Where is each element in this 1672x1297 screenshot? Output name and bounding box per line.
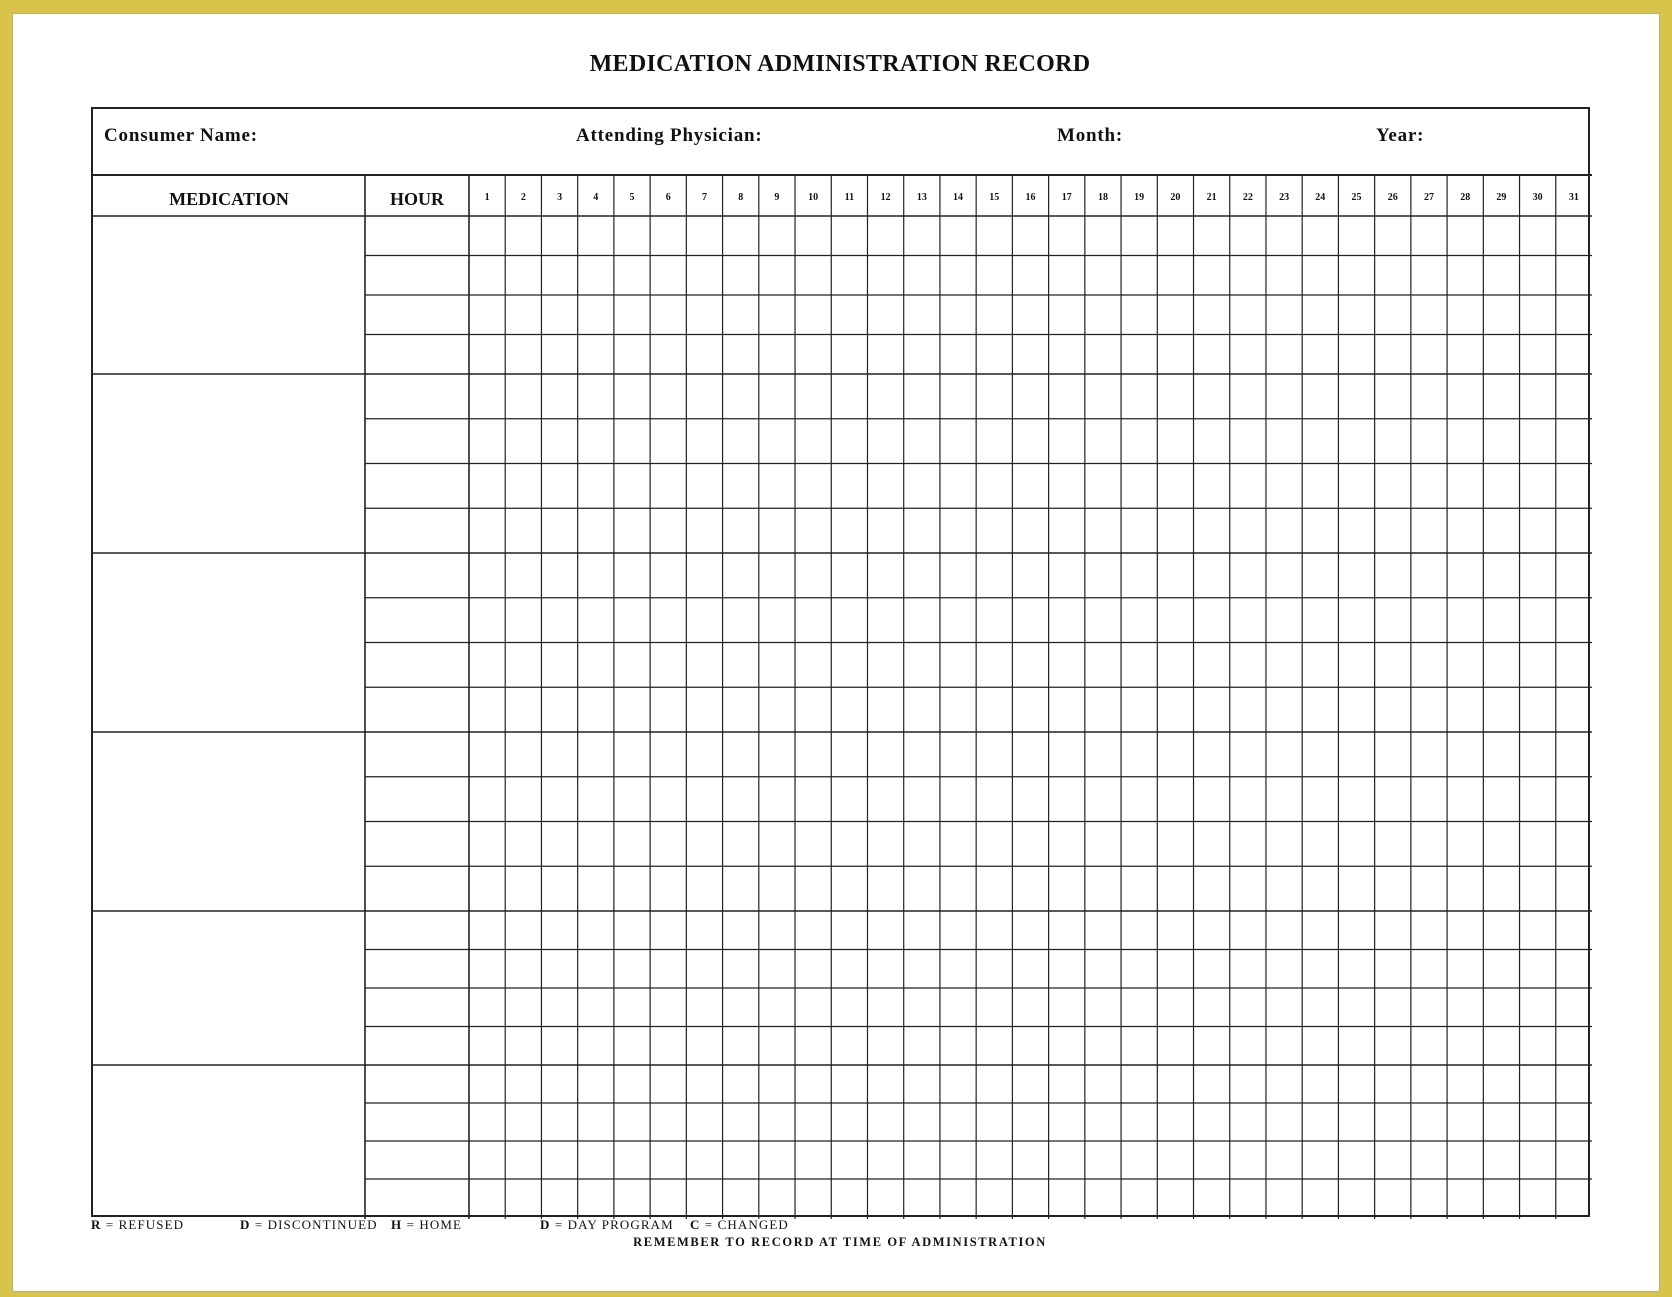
day-column-header-16: 16 xyxy=(1025,192,1036,203)
reminder-note: REMEMBER TO RECORD AT TIME OF ADMINISTRATION xyxy=(633,1235,1047,1249)
mar-grid xyxy=(93,109,1592,1219)
legend-discontinued xyxy=(240,1217,378,1233)
year-label: Year: xyxy=(1376,125,1425,146)
month-label: Month: xyxy=(1057,125,1124,146)
legend-text: = DAY PROGRAM xyxy=(554,1217,674,1232)
legend-changed xyxy=(690,1217,789,1233)
legend-day-program xyxy=(540,1217,674,1233)
page-title: MEDICATION ADMINISTRATION RECORD xyxy=(589,51,1091,77)
day-column-header-8: 8 xyxy=(738,192,744,203)
legend-text: = REFUSED xyxy=(105,1217,185,1232)
day-column-header-27: 27 xyxy=(1423,192,1434,203)
consumer-name-label: Consumer Name: xyxy=(104,125,258,146)
legend-code: R xyxy=(91,1217,102,1232)
day-column-header-19: 19 xyxy=(1134,192,1145,203)
day-column-header-23: 23 xyxy=(1279,192,1290,203)
day-column-header-13: 13 xyxy=(916,192,927,203)
day-column-header-30: 30 xyxy=(1532,192,1543,203)
day-column-header-15: 15 xyxy=(989,192,1000,203)
day-column-header-2: 2 xyxy=(520,192,526,203)
legend-text: = CHANGED xyxy=(704,1217,789,1232)
day-column-header-17: 17 xyxy=(1061,192,1072,203)
day-column-header-28: 28 xyxy=(1460,192,1471,203)
day-column-header-1: 1 xyxy=(484,192,490,203)
legend-text: = DISCONTINUED xyxy=(254,1217,378,1232)
day-column-header-12: 12 xyxy=(880,192,891,203)
day-column-header-21: 21 xyxy=(1206,192,1217,203)
day-column-header-20: 20 xyxy=(1170,192,1181,203)
day-column-header-4: 4 xyxy=(593,192,599,203)
attending-physician-label: Attending Physician: xyxy=(576,125,763,146)
legend-home xyxy=(391,1217,462,1233)
legend-code: C xyxy=(690,1217,701,1232)
day-column-header-26: 26 xyxy=(1387,192,1398,203)
legend-text: = HOME xyxy=(406,1217,463,1232)
day-column-header-29: 29 xyxy=(1496,192,1507,203)
day-column-header-9: 9 xyxy=(774,192,780,203)
day-column-header-24: 24 xyxy=(1315,192,1326,203)
hour-column-header: HOUR xyxy=(390,189,444,209)
legend-refused xyxy=(91,1217,184,1233)
legend-code: D xyxy=(240,1217,251,1232)
day-column-header-3: 3 xyxy=(557,192,563,203)
legend-code: H xyxy=(391,1217,403,1232)
mar-form xyxy=(91,107,1590,1217)
day-column-header-25: 25 xyxy=(1351,192,1362,203)
day-column-header-31: 31 xyxy=(1568,192,1579,203)
day-column-header-11: 11 xyxy=(844,192,855,203)
day-column-header-10: 10 xyxy=(808,192,819,203)
day-column-header-14: 14 xyxy=(953,192,964,203)
medication-column-header: MEDICATION xyxy=(169,189,289,209)
day-column-header-5: 5 xyxy=(629,192,635,203)
day-column-header-22: 22 xyxy=(1242,192,1253,203)
day-column-header-18: 18 xyxy=(1097,192,1108,203)
day-column-header-7: 7 xyxy=(701,192,707,203)
legend-code: D xyxy=(540,1217,551,1232)
day-column-header-6: 6 xyxy=(665,192,671,203)
